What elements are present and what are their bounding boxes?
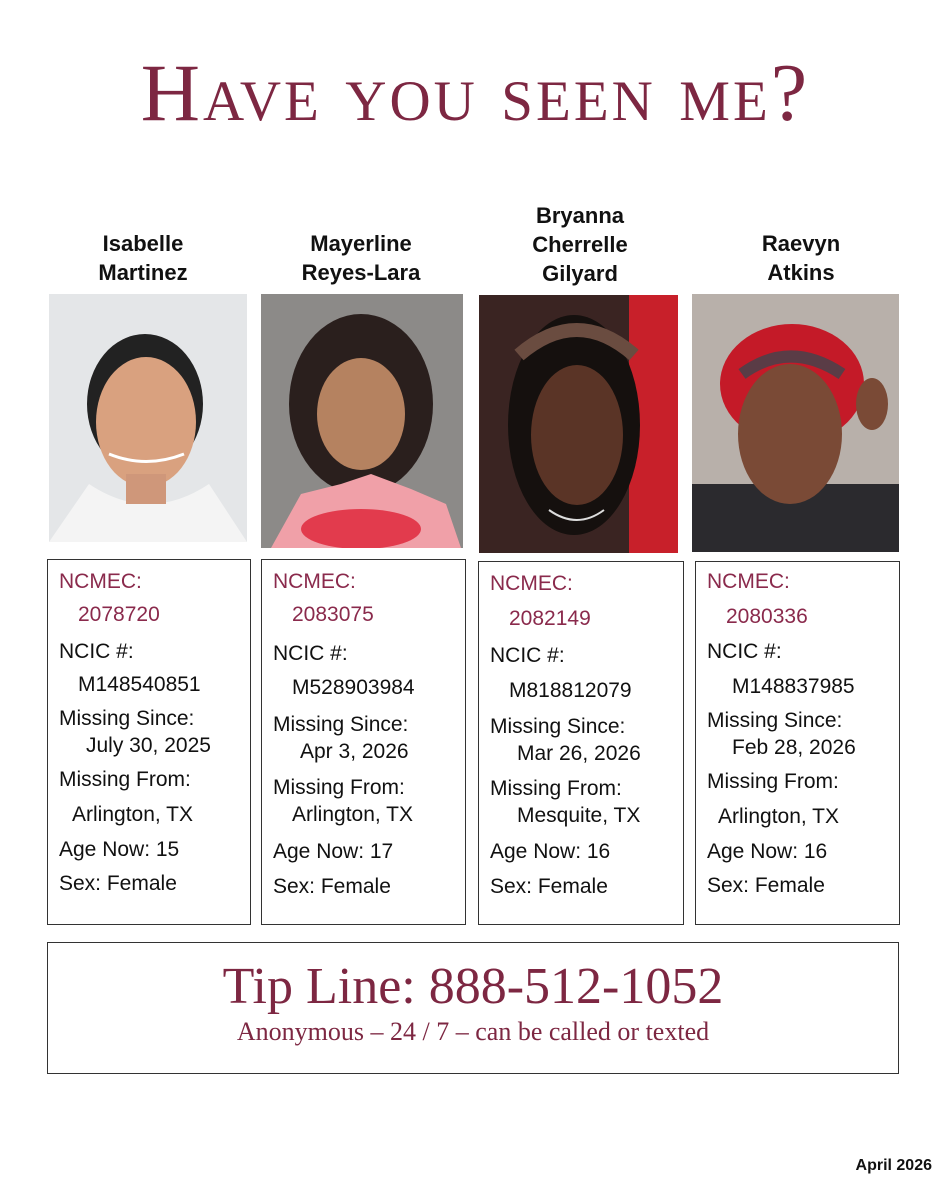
ncmec-label: NCMEC:: [707, 570, 790, 593]
age-now: Age Now: 17: [273, 840, 394, 863]
missing-from-label: Missing From:: [707, 770, 839, 793]
missing-from-value: Arlington, TX: [718, 805, 840, 828]
ncmec-label: NCMEC:: [273, 570, 356, 593]
person-name: Isabelle Martinez: [98, 231, 188, 285]
info-card: [261, 559, 466, 925]
ncmec-value: 2078720: [78, 603, 160, 626]
missing-from-value: Arlington, TX: [72, 803, 194, 826]
person-photo: [692, 294, 899, 552]
ncic-value: M818812079: [509, 679, 632, 702]
missing-from-label: Missing From:: [490, 777, 622, 800]
missing-from-label: Missing From:: [273, 776, 405, 799]
age-now: Age Now: 16: [707, 840, 828, 863]
person-name: Mayerline Reyes-Lara: [301, 231, 421, 285]
person-name: Raevyn Atkins: [761, 231, 841, 285]
ncmec-value: 2080336: [726, 605, 808, 628]
person-photo: [49, 294, 247, 542]
headline: Have you seen me?: [140, 47, 811, 138]
age-now: Age Now: 16: [490, 840, 611, 863]
missing-since-value: Mar 26, 2026: [517, 742, 641, 765]
missing-since-label: Missing Since:: [273, 713, 409, 736]
ncic-label: NCIC #:: [707, 640, 782, 663]
missing-since-value: Apr 3, 2026: [300, 740, 409, 763]
tip-line-note: Anonymous – 24 / 7 – can be called or texted: [236, 1017, 710, 1046]
tip-line-phone[interactable]: Tip Line: 888-512-1052: [222, 958, 724, 1015]
ncic-label: NCIC #:: [273, 642, 348, 665]
sex: Sex: Female: [490, 875, 608, 898]
missing-since-value: July 30, 2025: [86, 734, 211, 757]
tip-line-box: [47, 942, 899, 1074]
person-photo: [261, 294, 463, 548]
info-card: [478, 561, 684, 925]
poster-date: April 2026: [855, 1157, 932, 1174]
person-photo: [479, 295, 678, 553]
missing-from-label: Missing From:: [59, 768, 191, 791]
ncic-value: M148540851: [78, 673, 201, 696]
ncic-value: M528903984: [292, 676, 415, 699]
ncic-label: NCIC #:: [59, 640, 134, 663]
ncic-value: M148837985: [732, 675, 855, 698]
missing-since-value: Feb 28, 2026: [732, 736, 856, 759]
ncmec-label: NCMEC:: [59, 570, 142, 593]
info-card: [47, 559, 251, 925]
missing-since-label: Missing Since:: [490, 715, 626, 738]
sex: Sex: Female: [273, 875, 391, 898]
age-now: Age Now: 15: [59, 838, 180, 861]
ncic-label: NCIC #:: [490, 644, 565, 667]
missing-from-value: Arlington, TX: [292, 803, 414, 826]
sex: Sex: Female: [707, 874, 825, 897]
missing-from-value: Mesquite, TX: [517, 804, 641, 827]
missing-since-label: Missing Since:: [59, 707, 195, 730]
info-card: [695, 561, 900, 925]
ncmec-label: NCMEC:: [490, 572, 573, 595]
person-name: Bryanna Cherrelle Gilyard: [532, 203, 628, 286]
missing-since-label: Missing Since:: [707, 709, 843, 732]
ncmec-value: 2083075: [292, 603, 374, 626]
ncmec-value: 2082149: [509, 607, 591, 630]
sex: Sex: Female: [59, 872, 177, 895]
